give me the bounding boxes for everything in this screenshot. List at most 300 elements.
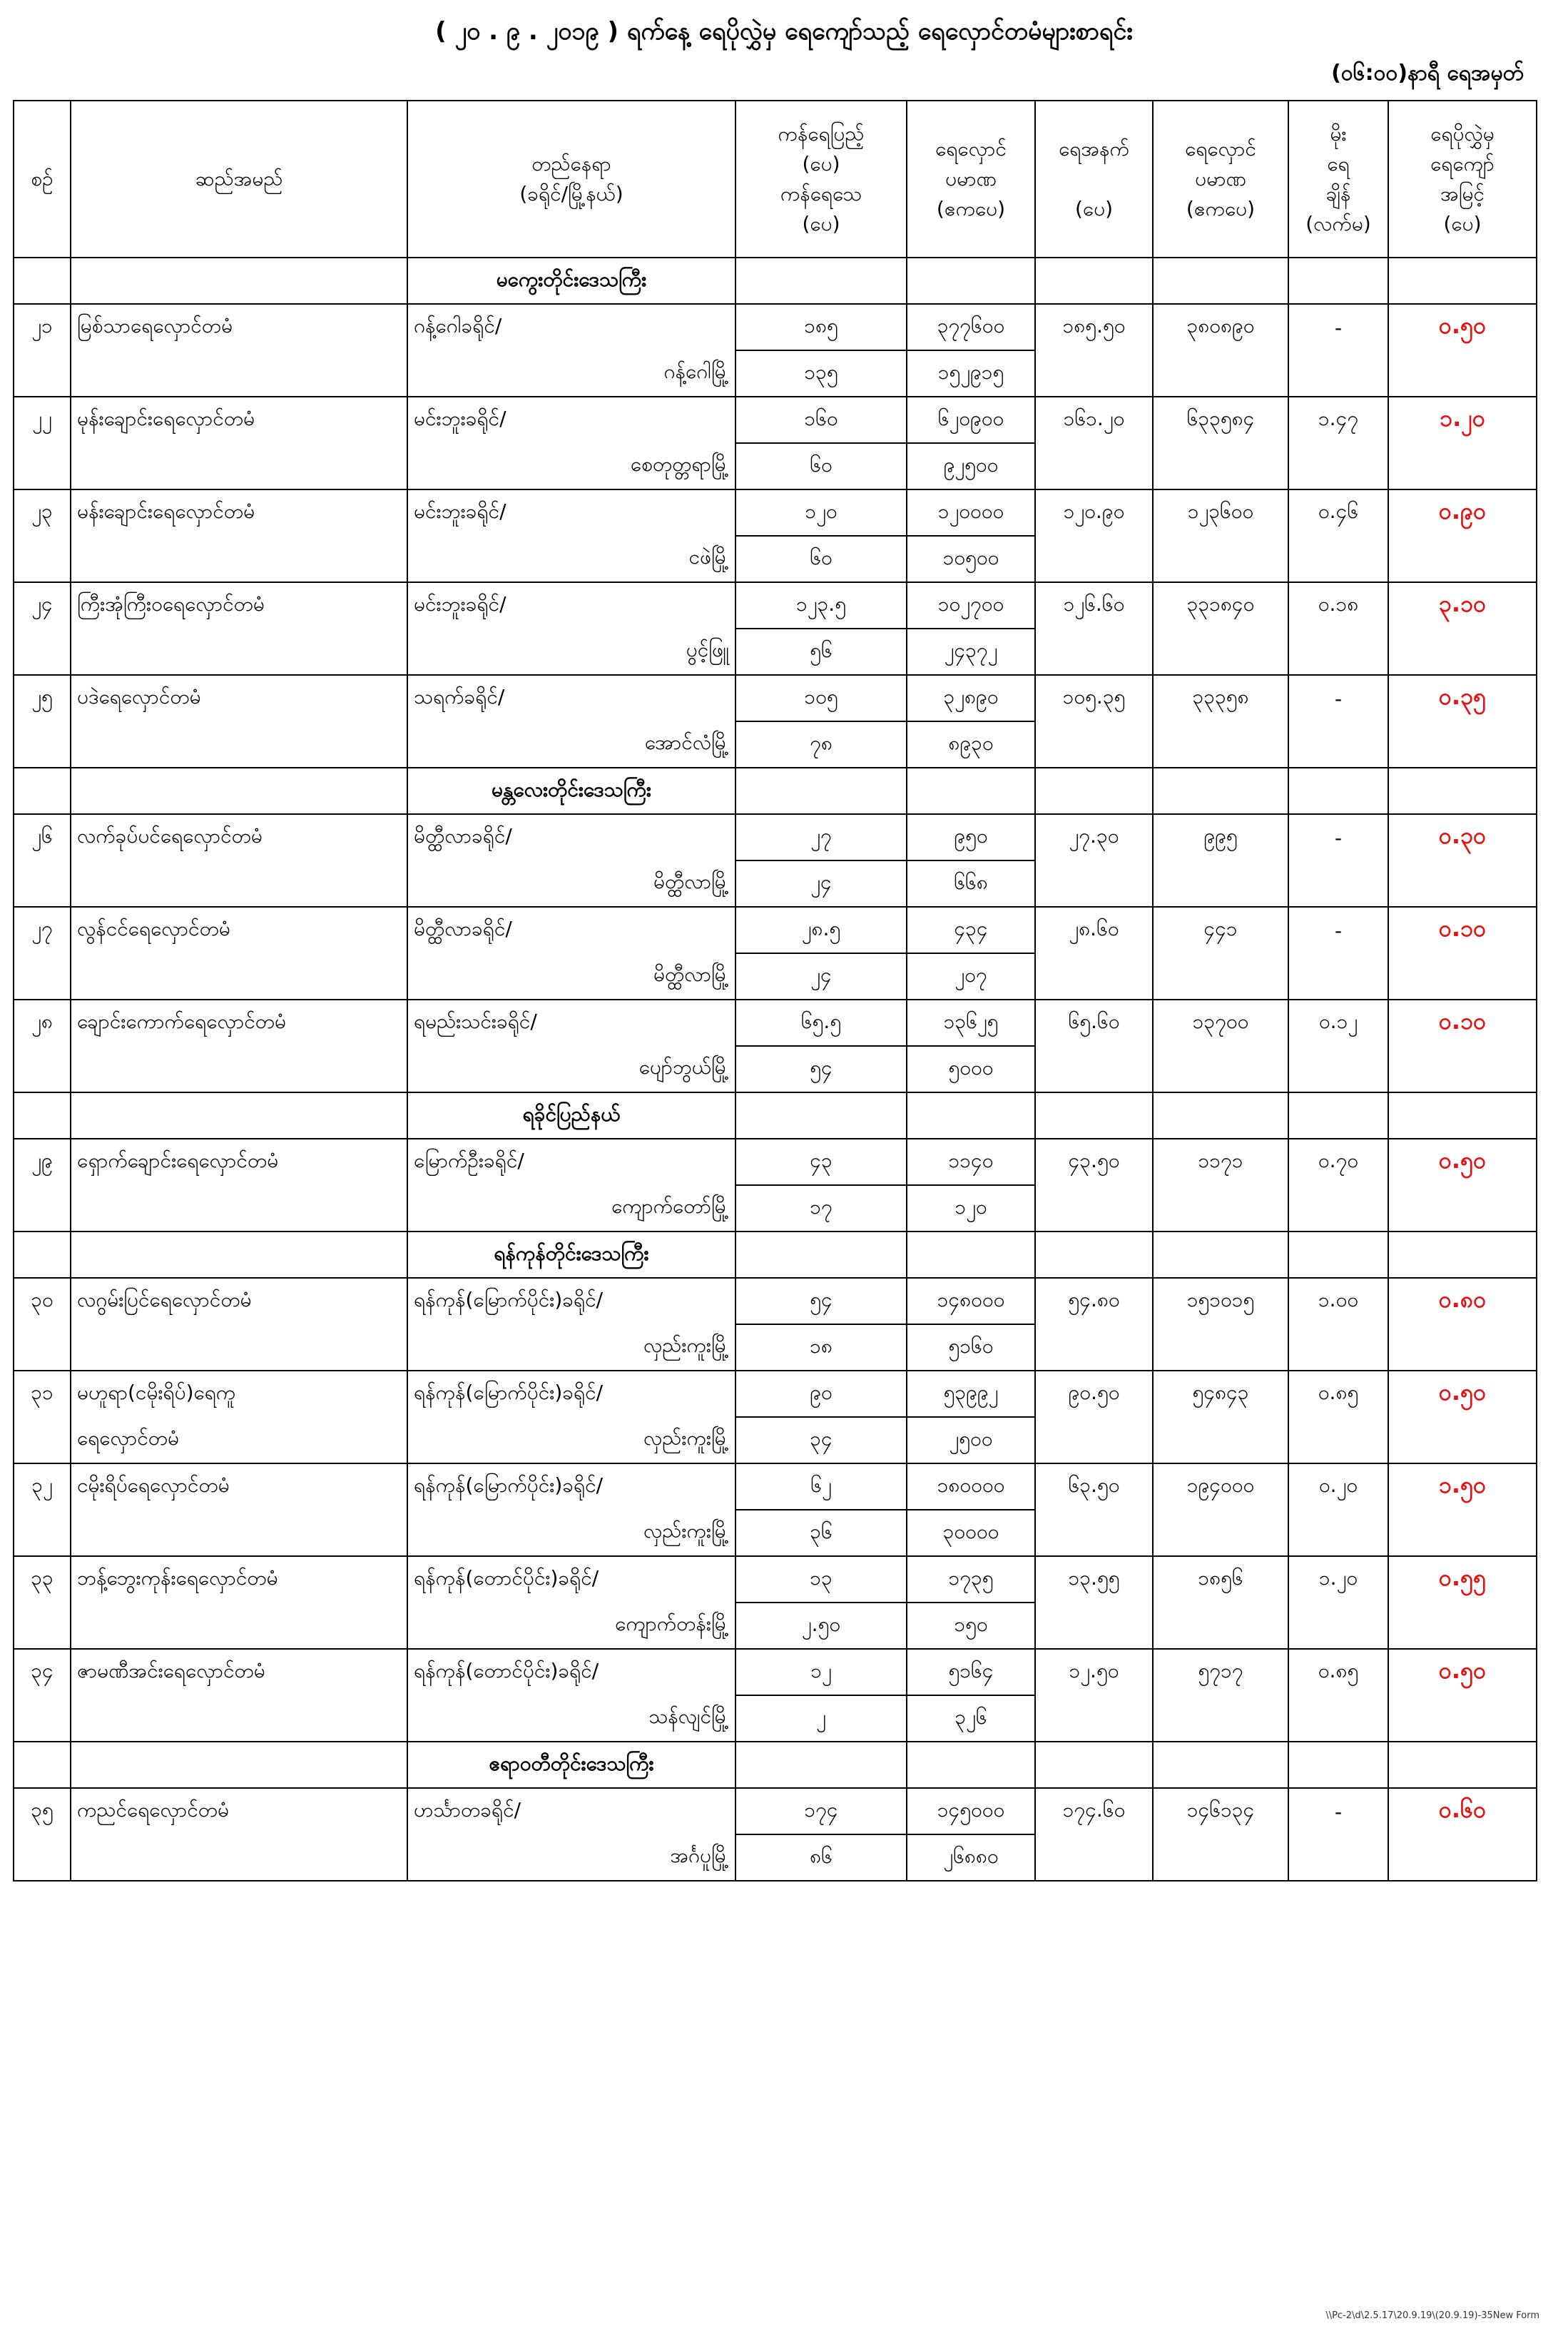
dead-level: ၈၆ xyxy=(735,1834,907,1881)
dam-township: မိတ္ထီလာမြို့ xyxy=(407,860,735,907)
storage-dead: ၈၉၃၀ xyxy=(907,721,1035,768)
storage-dead: ၅၀၀၀ xyxy=(907,1046,1035,1092)
dam-township: ပျော်ဘွယ်မြို့ xyxy=(407,1046,735,1092)
empty-cell xyxy=(907,1742,1035,1788)
overflow-height: ၀.၃၅ xyxy=(1388,675,1537,721)
storage-full: ၁၀၂၇၀၀ xyxy=(907,582,1035,629)
empty-cell xyxy=(1388,350,1537,397)
table-row xyxy=(14,1834,1537,1881)
empty-cell xyxy=(14,1046,71,1092)
table-row xyxy=(14,814,1537,860)
storage-dead: ၅၁၆၀ xyxy=(907,1324,1035,1371)
dam-township: လှည်းကူးမြို့ xyxy=(407,1510,735,1556)
storage-full: ၆၂၀၉၀၀ xyxy=(907,397,1035,443)
empty-cell xyxy=(14,1603,71,1649)
region-name: ဧရာဝတီတိုင်းဒေသကြီး xyxy=(407,1742,735,1788)
water-depth: ၆၅.၆၀ xyxy=(1035,1000,1153,1046)
empty-cell xyxy=(1035,1231,1153,1278)
table-row xyxy=(14,1649,1537,1695)
dam-district: ရန်ကုန်(မြောက်ပိုင်း)ခရိုင်/ xyxy=(407,1371,735,1417)
dam-name: ကြီးအုံကြီးဝရေလှောင်တမံ xyxy=(71,582,407,629)
empty-cell xyxy=(735,258,907,304)
table-row xyxy=(14,582,1537,629)
water-depth: ၁၇၄.၆၀ xyxy=(1035,1788,1153,1834)
empty-cell xyxy=(14,721,71,768)
empty-cell xyxy=(907,1092,1035,1139)
rainfall: - xyxy=(1288,675,1388,721)
overflow-height: ၀.၅၀ xyxy=(1388,1649,1537,1695)
empty-cell xyxy=(1035,1046,1153,1092)
rainfall: - xyxy=(1288,304,1388,350)
region-row xyxy=(14,1231,1537,1278)
dam-district: မိတ္ထီလာခရိုင်/ xyxy=(407,907,735,953)
region-name: ရခိုင်ပြည်နယ် xyxy=(407,1092,735,1139)
overflow-height: ၀.၉၀ xyxy=(1388,489,1537,536)
storage-dead: ၁၅၂၉၁၅ xyxy=(907,350,1035,397)
empty-cell xyxy=(1288,1834,1388,1881)
water-depth: ၁၂၀.၉၀ xyxy=(1035,489,1153,536)
table-row xyxy=(14,860,1537,907)
empty-cell xyxy=(1035,350,1153,397)
table-row xyxy=(14,350,1537,397)
dam-name-continued xyxy=(71,1510,407,1556)
dam-district: ဟင်္သာတခရိုင်/ xyxy=(407,1788,735,1834)
table-row xyxy=(14,1417,1537,1463)
header-overflow: ရေပိုလွှဲမှ ရေကျော် အမြင့် (ပေ) xyxy=(1388,101,1537,258)
empty-cell xyxy=(1035,768,1153,814)
empty-cell xyxy=(1153,1417,1288,1463)
storage-full: ၅၁၆၄ xyxy=(907,1649,1035,1695)
empty-cell xyxy=(1153,1742,1288,1788)
dam-name: ဇာမဏီအင်းရေလှောင်တမံ xyxy=(71,1649,407,1695)
empty-cell xyxy=(71,1742,407,1788)
dam-township: ကျောက်တော်မြို့ xyxy=(407,1185,735,1231)
storage-now: ၁၄၆၁၃၄ xyxy=(1153,1788,1288,1834)
empty-cell xyxy=(735,768,907,814)
empty-cell xyxy=(14,1510,71,1556)
rainfall: - xyxy=(1288,1788,1388,1834)
storage-now: ၅၇၁၇ xyxy=(1153,1649,1288,1695)
empty-cell xyxy=(1388,953,1537,1000)
dam-number: ၂၃ xyxy=(14,489,71,536)
dam-name: မဟူရာ(ငမိုးရိပ်)ရေကူ xyxy=(71,1371,407,1417)
storage-dead: ၂၀၇ xyxy=(907,953,1035,1000)
empty-cell xyxy=(14,768,71,814)
table-row xyxy=(14,721,1537,768)
storage-now: ၅၄၈၄၃ xyxy=(1153,1371,1288,1417)
empty-cell xyxy=(1288,1695,1388,1742)
empty-cell xyxy=(1388,1046,1537,1092)
empty-cell xyxy=(1153,258,1288,304)
dam-name-continued xyxy=(71,721,407,768)
empty-cell xyxy=(1035,258,1153,304)
full-level: ၁၈၅ xyxy=(735,304,907,350)
empty-cell xyxy=(1153,953,1288,1000)
storage-now: ၁၈၅၆ xyxy=(1153,1556,1288,1603)
full-level: ၄၃ xyxy=(735,1139,907,1185)
region-row xyxy=(14,1092,1537,1139)
table-row xyxy=(14,1371,1537,1417)
dam-name-continued xyxy=(71,629,407,675)
dam-name-continued xyxy=(71,1603,407,1649)
dam-district: သရက်ခရိုင်/ xyxy=(407,675,735,721)
dam-number: ၃၂ xyxy=(14,1463,71,1510)
water-depth: ၉၀.၅၀ xyxy=(1035,1371,1153,1417)
table-row xyxy=(14,1000,1537,1046)
empty-cell xyxy=(1288,1510,1388,1556)
empty-cell xyxy=(14,1092,71,1139)
table-row xyxy=(14,907,1537,953)
empty-cell xyxy=(735,1092,907,1139)
dam-name-continued xyxy=(71,1185,407,1231)
empty-cell xyxy=(14,953,71,1000)
overflow-height: ၀.၅၀ xyxy=(1388,1139,1537,1185)
dam-district: မင်းဘူးခရိုင်/ xyxy=(407,397,735,443)
table-row xyxy=(14,1788,1537,1834)
water-depth: ၆၃.၅၀ xyxy=(1035,1463,1153,1510)
table-row xyxy=(14,1278,1537,1324)
storage-full: ၁၇၃၅ xyxy=(907,1556,1035,1603)
empty-cell xyxy=(1035,536,1153,582)
header-depth: ရေအနက် (ပေ) xyxy=(1035,101,1153,258)
dam-name: လဂွမ်းပြင်ရေလှောင်တမံ xyxy=(71,1278,407,1324)
table-row xyxy=(14,675,1537,721)
storage-full: ၅၃၉၉၂ xyxy=(907,1371,1035,1417)
storage-dead: ၂၄၃၇၂ xyxy=(907,629,1035,675)
dam-number: ၂၅ xyxy=(14,675,71,721)
dam-township: အင်္ဂပူမြို့ xyxy=(407,1834,735,1881)
empty-cell xyxy=(1388,1742,1537,1788)
empty-cell xyxy=(1153,1231,1288,1278)
dead-level: ၆၀ xyxy=(735,443,907,489)
empty-cell xyxy=(1153,1603,1288,1649)
overflow-height: ၀.၅၀ xyxy=(1388,1371,1537,1417)
dam-name-continued xyxy=(71,443,407,489)
full-level: ၁၂ xyxy=(735,1649,907,1695)
storage-now: ၁၂၃၆၀၀ xyxy=(1153,489,1288,536)
empty-cell xyxy=(1288,860,1388,907)
rainfall: ၁.၀၀ xyxy=(1288,1278,1388,1324)
header-rain: မိုး ရေ ချိန် (လက်မ) xyxy=(1288,101,1388,258)
table-row xyxy=(14,443,1537,489)
page-title: ( ၂၀ . ၉ . ၂၀၁၉ ) ရက်နေ့ ရေပိုလွှဲမှ ရေကျော်သည့် ရေလှောင်တမံများစာရင်း xyxy=(435,17,1133,46)
empty-cell xyxy=(1035,1834,1153,1881)
empty-cell xyxy=(735,1742,907,1788)
table-row xyxy=(14,953,1537,1000)
storage-now: ၁၉၄၀၀၀ xyxy=(1153,1463,1288,1510)
table-row xyxy=(14,1046,1537,1092)
full-level: ၂၈.၅ xyxy=(735,907,907,953)
dam-name-continued xyxy=(71,350,407,397)
table-row xyxy=(14,1185,1537,1231)
empty-cell xyxy=(1288,1046,1388,1092)
dam-name: လွန်ငင်ရေလှောင်တမံ xyxy=(71,907,407,953)
dam-district: ဂန့်ဂေါခရိုင်/ xyxy=(407,304,735,350)
empty-cell xyxy=(1388,629,1537,675)
empty-cell xyxy=(1153,536,1288,582)
storage-now: ၃၈၀၈၉၀ xyxy=(1153,304,1288,350)
empty-cell xyxy=(1035,1092,1153,1139)
dam-number: ၃၃ xyxy=(14,1556,71,1603)
dam-name-continued xyxy=(71,860,407,907)
dead-level: ၂၄ xyxy=(735,953,907,1000)
full-level: ၁၀၅ xyxy=(735,675,907,721)
empty-cell xyxy=(14,860,71,907)
dam-name-continued xyxy=(71,1834,407,1881)
dam-number: ၃၁ xyxy=(14,1371,71,1417)
dam-number: ၂၈ xyxy=(14,1000,71,1046)
empty-cell xyxy=(1035,1185,1153,1231)
empty-cell xyxy=(71,1092,407,1139)
rainfall: ၁.၂၀ xyxy=(1288,1556,1388,1603)
dam-number: ၂၆ xyxy=(14,814,71,860)
water-depth: ၄၃.၅၀ xyxy=(1035,1139,1153,1185)
overflow-height: ၁.၅၀ xyxy=(1388,1463,1537,1510)
empty-cell xyxy=(907,258,1035,304)
table-row xyxy=(14,1463,1537,1510)
empty-cell xyxy=(1153,350,1288,397)
dam-township: စေတုတ္တရာမြို့ xyxy=(407,443,735,489)
dam-number: ၂၂ xyxy=(14,397,71,443)
header-storage-now: ရေလှောင် ပမာဏ (ဧကပေ) xyxy=(1153,101,1288,258)
storage-dead: ၂၆၈၈၀ xyxy=(907,1834,1035,1881)
rainfall: ၀.၈၅ xyxy=(1288,1649,1388,1695)
water-depth: ၁၀၅.၃၅ xyxy=(1035,675,1153,721)
dam-number: ၂၇ xyxy=(14,907,71,953)
empty-cell xyxy=(1035,721,1153,768)
table-row xyxy=(14,1695,1537,1742)
dam-district: မြောက်ဦးခရိုင်/ xyxy=(407,1139,735,1185)
region-name: မကွေးတိုင်းဒေသကြီး xyxy=(407,258,735,304)
storage-now: ၆၃၃၅၈၄ xyxy=(1153,397,1288,443)
rainfall: - xyxy=(1288,907,1388,953)
storage-full: ၁၄၅၀၀၀ xyxy=(907,1788,1035,1834)
storage-dead: ၉၂၅၀၀ xyxy=(907,443,1035,489)
empty-cell xyxy=(907,1231,1035,1278)
region-row xyxy=(14,258,1537,304)
storage-full: ၁၄၈၀၀၀ xyxy=(907,1278,1035,1324)
dam-name: ငမိုးရိပ်ရေလှောင်တမံ xyxy=(71,1463,407,1510)
water-depth: ၁၈၅.၅၀ xyxy=(1035,304,1153,350)
empty-cell xyxy=(1288,721,1388,768)
empty-cell xyxy=(1153,1834,1288,1881)
dam-name: မန်းချောင်းရေလှောင်တမံ xyxy=(71,489,407,536)
table-row xyxy=(14,397,1537,443)
full-level: ၁၂၃.၅ xyxy=(735,582,907,629)
empty-cell xyxy=(14,1185,71,1231)
dam-name: မုန်းချောင်းရေလှောင်တမံ xyxy=(71,397,407,443)
empty-cell xyxy=(14,1417,71,1463)
header-full-level: ကန်ရေပြည့် (ပေ) ကန်ရေသေ (ပေ) xyxy=(735,101,907,258)
storage-now: ၉၉၅ xyxy=(1153,814,1288,860)
empty-cell xyxy=(1035,953,1153,1000)
empty-cell xyxy=(1388,1695,1537,1742)
water-depth: ၂၈.၆၀ xyxy=(1035,907,1153,953)
header-no: စဉ် xyxy=(14,101,71,258)
dam-name: မြစ်သာရေလှောင်တမံ xyxy=(71,304,407,350)
table-row xyxy=(14,304,1537,350)
overflow-height: ၃.၁၀ xyxy=(1388,582,1537,629)
reservoir-table xyxy=(13,100,1537,1881)
empty-cell xyxy=(14,350,71,397)
storage-dead: ၃၂၆ xyxy=(907,1695,1035,1742)
storage-full: ၁၂၀၀၀၀ xyxy=(907,489,1035,536)
rainfall: ၁.၄၇ xyxy=(1288,397,1388,443)
dead-level: ၅၄ xyxy=(735,1046,907,1092)
dead-level: ၆၀ xyxy=(735,536,907,582)
empty-cell xyxy=(907,768,1035,814)
empty-cell xyxy=(1035,1417,1153,1463)
empty-cell xyxy=(14,258,71,304)
overflow-height: ၀.၅၀ xyxy=(1388,304,1537,350)
dead-level: ၅၆ xyxy=(735,629,907,675)
file-path-footer: \\Pc-2\d\2.5.17\20.9.19\(20.9.19)-35New Form xyxy=(1325,2310,1539,2321)
rainfall: ၀.၄၆ xyxy=(1288,489,1388,536)
empty-cell xyxy=(1388,1092,1537,1139)
water-depth: ၁၆၁.၂၀ xyxy=(1035,397,1153,443)
dam-number: ၃၀ xyxy=(14,1278,71,1324)
empty-cell xyxy=(1388,258,1537,304)
dam-name-continued xyxy=(71,953,407,1000)
empty-cell xyxy=(1153,1185,1288,1231)
dam-number: ၃၄ xyxy=(14,1649,71,1695)
table-row xyxy=(14,536,1537,582)
reading-time: (၀၆:၀၀)နာရီ ရေအမှတ် xyxy=(1331,61,1524,86)
empty-cell xyxy=(1153,860,1288,907)
empty-cell xyxy=(1388,1510,1537,1556)
empty-cell xyxy=(1388,1417,1537,1463)
empty-cell xyxy=(1035,629,1153,675)
dam-name: ကညင်ရေလှောင်တမံ xyxy=(71,1788,407,1834)
empty-cell xyxy=(1388,536,1537,582)
empty-cell xyxy=(1153,1510,1288,1556)
empty-cell xyxy=(1388,768,1537,814)
empty-cell xyxy=(1288,1742,1388,1788)
dam-township: လှည်းကူးမြို့ xyxy=(407,1417,735,1463)
empty-cell xyxy=(1388,860,1537,907)
dam-number: ၂၄ xyxy=(14,582,71,629)
empty-cell xyxy=(1288,1603,1388,1649)
dam-township: သန်လျင်မြို့ xyxy=(407,1695,735,1742)
empty-cell xyxy=(1388,721,1537,768)
rainfall: ၀.၁၂ xyxy=(1288,1000,1388,1046)
empty-cell xyxy=(1153,443,1288,489)
rainfall: ၀.၇၀ xyxy=(1288,1139,1388,1185)
storage-dead: ၁၀၅၀၀ xyxy=(907,536,1035,582)
dam-name: ပဒဲရေလှောင်တမံ xyxy=(71,675,407,721)
dam-township: ကျောက်တန်းမြို့ xyxy=(407,1603,735,1649)
dead-level: ၁၇ xyxy=(735,1185,907,1231)
table-row xyxy=(14,489,1537,536)
storage-full: ၃၇၇၆၀၀ xyxy=(907,304,1035,350)
dead-level: ၇၈ xyxy=(735,721,907,768)
dam-district: ရန်ကုန်(မြောက်ပိုင်း)ခရိုင်/ xyxy=(407,1278,735,1324)
dam-district: ရမည်းသင်းခရိုင်/ xyxy=(407,1000,735,1046)
empty-cell xyxy=(1388,443,1537,489)
storage-now: ၃၃၁၈၄၀ xyxy=(1153,582,1288,629)
overflow-height: ၁.၂၀ xyxy=(1388,397,1537,443)
dam-township: ဂန့်ဂေါမြို့ xyxy=(407,350,735,397)
dam-name-continued xyxy=(71,536,407,582)
empty-cell xyxy=(1288,258,1388,304)
empty-cell xyxy=(1288,1417,1388,1463)
dam-name-continued xyxy=(71,1324,407,1371)
storage-now: ၁၁၇၁ xyxy=(1153,1139,1288,1185)
empty-cell xyxy=(1288,1231,1388,1278)
dam-name-continued xyxy=(71,1046,407,1092)
overflow-height: ၀.၆၀ xyxy=(1388,1788,1537,1834)
storage-full: ၁၃၆၂၅ xyxy=(907,1000,1035,1046)
dead-level: ၁၃၅ xyxy=(735,350,907,397)
empty-cell xyxy=(1153,1092,1288,1139)
empty-cell xyxy=(71,258,407,304)
empty-cell xyxy=(1388,1185,1537,1231)
empty-cell xyxy=(14,1742,71,1788)
storage-now: ၁၃၇၀၀ xyxy=(1153,1000,1288,1046)
dam-township: ငဖဲမြို့ xyxy=(407,536,735,582)
storage-dead: ၆၆၈ xyxy=(907,860,1035,907)
region-row xyxy=(14,768,1537,814)
empty-cell xyxy=(1288,536,1388,582)
water-depth: ၁၃.၅၅ xyxy=(1035,1556,1153,1603)
dam-number: ၂၁ xyxy=(14,304,71,350)
empty-cell xyxy=(71,1231,407,1278)
water-depth: ၂၇.၃၀ xyxy=(1035,814,1153,860)
full-level: ၆၂ xyxy=(735,1463,907,1510)
dam-name-continued xyxy=(71,1695,407,1742)
dam-district: ရန်ကုန်(တောင်ပိုင်း)ခရိုင်/ xyxy=(407,1649,735,1695)
storage-full: ၄၃၄ xyxy=(907,907,1035,953)
empty-cell xyxy=(1288,350,1388,397)
full-level: ၂၇ xyxy=(735,814,907,860)
full-level: ၉၀ xyxy=(735,1371,907,1417)
empty-cell xyxy=(1288,1185,1388,1231)
dam-name: ရှောက်ချောင်းရေလှောင်တမံ xyxy=(71,1139,407,1185)
empty-cell xyxy=(14,629,71,675)
empty-cell xyxy=(1388,1231,1537,1278)
empty-cell xyxy=(1288,768,1388,814)
table-row xyxy=(14,1324,1537,1371)
dead-level: ၁၈ xyxy=(735,1324,907,1371)
empty-cell xyxy=(1035,1603,1153,1649)
overflow-height: ၀.၁၀ xyxy=(1388,907,1537,953)
dam-name-continued: ရေလှောင်တမံ xyxy=(71,1417,407,1463)
dam-township: ပွင့်ဖြူ xyxy=(407,629,735,675)
empty-cell xyxy=(1288,1092,1388,1139)
dam-district: မင်းဘူးခရိုင်/ xyxy=(407,582,735,629)
rainfall: ၀.၁၈ xyxy=(1288,582,1388,629)
storage-full: ၁၈၀၀၀၀ xyxy=(907,1463,1035,1510)
full-level: ၅၄ xyxy=(735,1278,907,1324)
storage-full: ၉၅၀ xyxy=(907,814,1035,860)
empty-cell xyxy=(14,1834,71,1881)
storage-dead: ၃၀၀၀၀ xyxy=(907,1510,1035,1556)
header-name: ဆည်အမည် xyxy=(71,101,407,258)
dead-level: ၂.၅၀ xyxy=(735,1603,907,1649)
dam-number: ၃၅ xyxy=(14,1788,71,1834)
overflow-height: ၀.၁၀ xyxy=(1388,1000,1537,1046)
dead-level: ၂ xyxy=(735,1695,907,1742)
empty-cell xyxy=(1035,443,1153,489)
table-row xyxy=(14,1510,1537,1556)
empty-cell xyxy=(14,536,71,582)
empty-cell xyxy=(1035,1742,1153,1788)
storage-dead: ၂၅၀၀ xyxy=(907,1417,1035,1463)
dead-level: ၃၆ xyxy=(735,1510,907,1556)
header-storage-full: ရေလှောင် ပမာဏ (ဧကပေ) xyxy=(907,101,1035,258)
full-level: ၁၃ xyxy=(735,1556,907,1603)
empty-cell xyxy=(1388,1324,1537,1371)
